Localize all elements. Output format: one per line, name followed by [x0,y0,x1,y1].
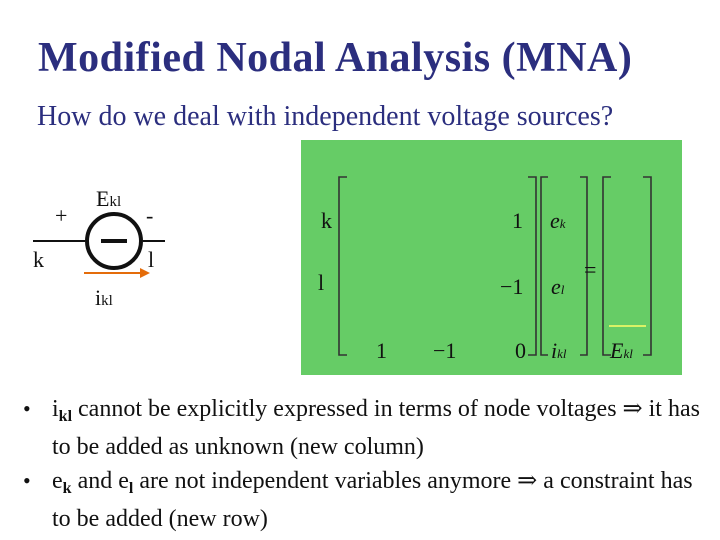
minus-sign: - [146,203,154,228]
node-label-k: k [33,247,44,272]
voltage-source-circuit [0,0,300,380]
current-label: ikl [95,285,113,310]
mna-matrix [301,140,682,375]
voltage-source-symbol [0,0,300,380]
rhs-ekl: Ekl [610,338,633,363]
bullet-list [23,394,703,538]
equals-sign: = [584,257,597,282]
matrix-row-entry-diag: 0 [515,338,526,363]
plus-sign: + [55,203,68,228]
source-label: Ekl [96,186,122,211]
matrix-row-label-l: l [318,270,325,295]
bullet-item: • $i_{kl}$ cannot be explicitly expressed in terms of node voltages ⇒ it has to be added as unknown (new column) [23,396,700,460]
matrix-row-entry-k: 1 [376,338,387,363]
slide-subtitle: How do we deal with independent voltage sources? [37,101,614,132]
matrix-row-entry-l: −1 [433,338,457,363]
node-label-l: l [148,247,155,272]
matrix-row-label-k: k [321,208,332,233]
slide-title: Modified Nodal Analysis (MNA) [38,35,633,81]
unknown-ek: ek [550,208,566,233]
matrix-col-entry-k: 1 [512,208,523,233]
unknown-el: el [551,274,565,299]
bullet-item: • $e_k$ and $e_l$ are not independent variables anymore ⇒ a constraint has to be added (new row) [23,468,693,532]
bullet-marker: • [23,396,31,421]
bullet-marker: • [23,468,31,493]
matrix-col-entry-l: −1 [500,274,524,299]
unknown-ikl: ikl [551,338,567,363]
